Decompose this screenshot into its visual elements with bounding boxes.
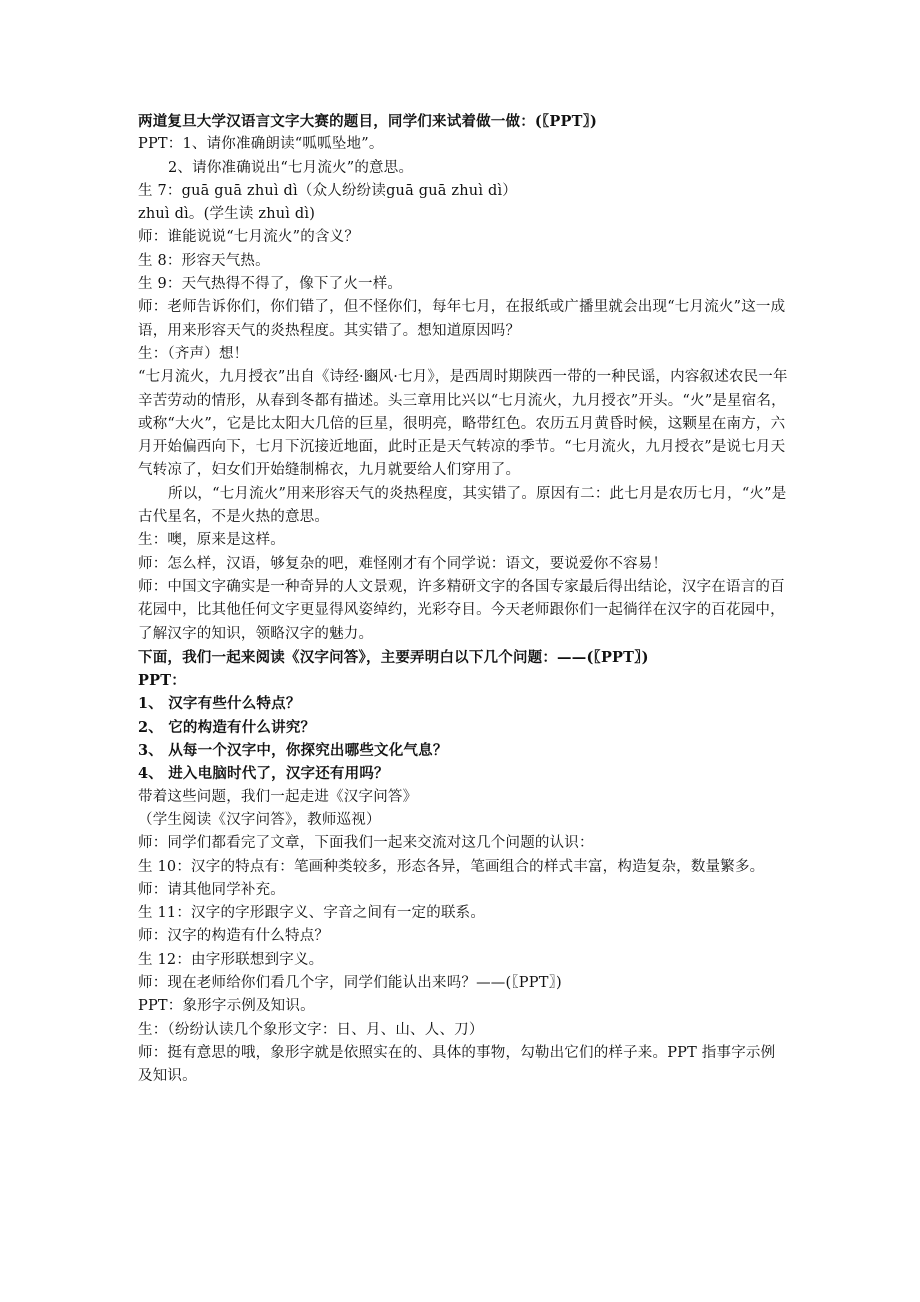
paragraph: 生 8：形容天气热。 xyxy=(138,252,270,269)
paragraph: PPT：象形字示例及知识。 xyxy=(138,998,315,1015)
paragraph: 所以，“七月流火”用来形容天气的炎热程度，其实错了。原因有二：此七月是农历七月，“火”是古代星名，不是火热的意思。 xyxy=(138,485,787,526)
paragraph: PPT： xyxy=(138,672,186,690)
paragraph: 师：老师告诉你们，你们错了，但不怪你们，每年七月，在报纸或广播里就会出现“七月流火”这一成语，用来形容天气的炎热程度。其实错了。想知道原因吗？ xyxy=(138,299,786,339)
paragraph: 2、请你准确说出“七月流火”的意思。 xyxy=(168,159,414,176)
paragraph: PPT：1、请你准确朗读“呱呱坠地”。 xyxy=(138,136,384,153)
paragraph: 师：挺有意思的哦，象形字就是依照实在的、具体的事物，勾勒出它们的样子来。PPT 指事字示例及知识。 xyxy=(138,1044,776,1085)
paragraph: 2、 它的构造有什么讲究？ xyxy=(138,718,316,736)
paragraph: “七月流火，九月授衣”出自《诗经·豳风·七月》，是西周时期陕西一带的一种民谣，内容叙述农民一年辛苦劳动的情形，从春到冬都有描述。头三章用比兴以“七月流火，九月授衣”开头。“火”是星宿名，或称“大火”，它是比太阳大几倍的巨星，很明亮，略带红色。农历五月黄昏时候，这颗星在南方，六月开始偏西向下，七月下沉接近地面，此时正是天气转凉的季节。“七月流火，九月授衣”是说七月天气转凉了，妇女们开始缝制棉衣，九月就要给人们穿用了。 xyxy=(138,369,788,479)
paragraph: 3、 从每一个汉字中，你探究出哪些文化气息？ xyxy=(138,742,448,760)
paragraph: 师：汉字的构造有什么特点？ xyxy=(138,928,330,945)
paragraph: 师：怎么样，汉语，够复杂的吧，难怪刚才有个同学说：语文，要说爱你不容易！ xyxy=(138,555,668,572)
paragraph: 师：中国文字确实是一种奇异的人文景观，许多精研文字的各国专家最后得出结论，汉字在语言的百花园中，比其他任何文字更显得风姿绰约，光彩夺目。今天老师跟你们一起徜徉在汉字的百花园中，了解汉字的知识，领略汉字的魅力。 xyxy=(138,578,785,642)
paragraph: 师：同学们都看完了文章，下面我们一起来交流对这几个问题的认识： xyxy=(138,835,594,852)
paragraph: 生：（齐声）想！ xyxy=(138,345,249,362)
paragraph: 师：谁能说说“七月流火”的含义？ xyxy=(138,229,360,246)
paragraph: 生 7：guā guā zhuì dì（众人纷纷读guā guā zhuì dì） xyxy=(138,182,517,199)
paragraph: （学生阅读《汉字问答》，教师巡视） xyxy=(138,811,381,828)
paragraph: 生：（纷纷认读几个象形文字：日、月、山、人、刀） xyxy=(138,1021,484,1038)
paragraph: 师：请其他同学补充。 xyxy=(138,881,285,898)
paragraph: zhuì dì。(学生读 zhuì dì) xyxy=(138,206,316,223)
paragraph: 生 9：天气热得不得了，像下了火一样。 xyxy=(138,276,403,293)
paragraph: 生：噢，原来是这样。 xyxy=(138,532,285,549)
paragraph: 两道复旦大学汉语言文字大赛的题目，同学们来试着做一做：(〖PPT〗) xyxy=(138,113,598,130)
document-body xyxy=(138,110,788,1088)
paragraph: 生 12：由字形联想到字义。 xyxy=(138,951,324,968)
paragraph: 生 10：汉字的特点有：笔画种类较多，形态各异，笔画组合的样式丰富，构造复杂，数量繁多。 xyxy=(138,858,765,875)
paragraph: 4、 进入电脑时代了，汉字还有用吗？ xyxy=(138,765,389,783)
paragraph: 带着这些问题，我们一起走进《汉字问答》 xyxy=(138,788,418,805)
paragraph: 1、 汉字有些什么特点？ xyxy=(138,695,301,713)
paragraph: 生 11：汉字的字形跟字义、字音之间有一定的联系。 xyxy=(138,905,486,922)
paragraph: 师：现在老师给你们看几个字，同学们能认出来吗？——(〖PPT〗) xyxy=(138,974,562,991)
paragraph: 下面，我们一起来阅读《汉字问答》，主要弄明白以下几个问题：——(〖PPT〗) xyxy=(138,648,649,666)
